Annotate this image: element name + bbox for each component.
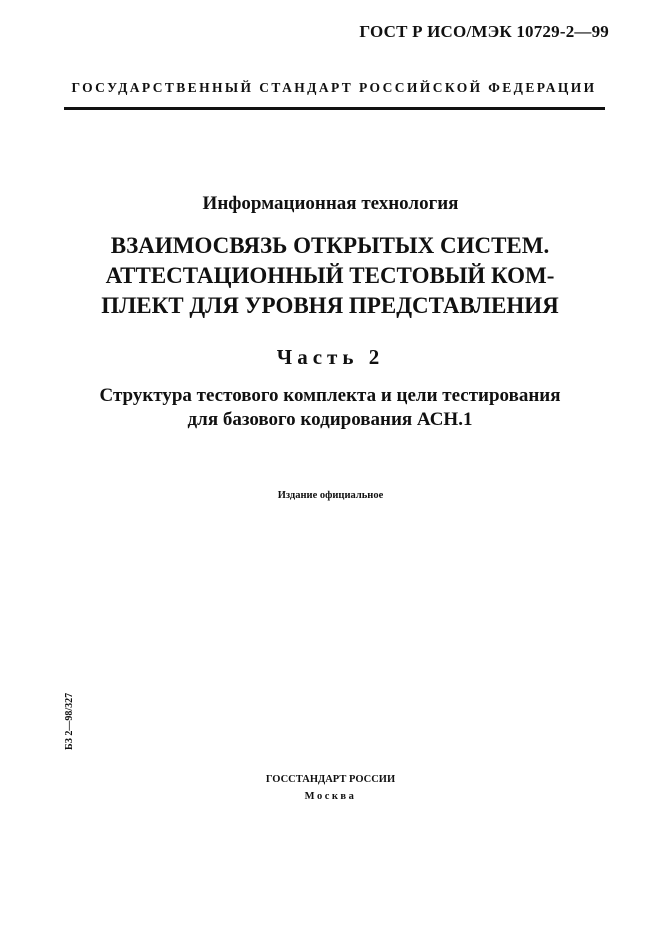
main-title-line: АТТЕСТАЦИОННЫЙ ТЕСТОВЫЙ КОМ- [105, 263, 555, 288]
state-standard-header: ГОСУДАРСТВЕННЫЙ СТАНДАРТ РОССИЙСКОЙ ФЕДЕРАЦИИ [71, 80, 597, 95]
side-catalog-code: БЗ 2—98/327 [64, 692, 75, 750]
document-topic: Информационная технология [202, 193, 459, 214]
main-title [70, 231, 590, 321]
subtitle-line: для базового кодирования АСН.1 [187, 409, 473, 430]
edition-note: Издание официальное [277, 490, 384, 501]
publisher-name: ГОССТАНДАРТ РОССИИ [265, 774, 396, 785]
part-number: Часть 2 [276, 345, 385, 369]
main-title-line: ВЗАИМОСВЯЗЬ ОТКРЫТЫХ СИСТЕМ. [110, 233, 550, 258]
standard-code: ГОСТ Р ИСО/МЭК 10729-2—99 [359, 22, 609, 41]
subtitle [60, 384, 600, 432]
header-rule [64, 107, 605, 110]
main-title-line: ПЛЕКТ ДЛЯ УРОВНЯ ПРЕДСТАВЛЕНИЯ [101, 293, 559, 318]
subtitle-line: Структура тестового комплекта и цели тестирования [99, 385, 561, 406]
publisher-city: Москва [304, 791, 357, 802]
